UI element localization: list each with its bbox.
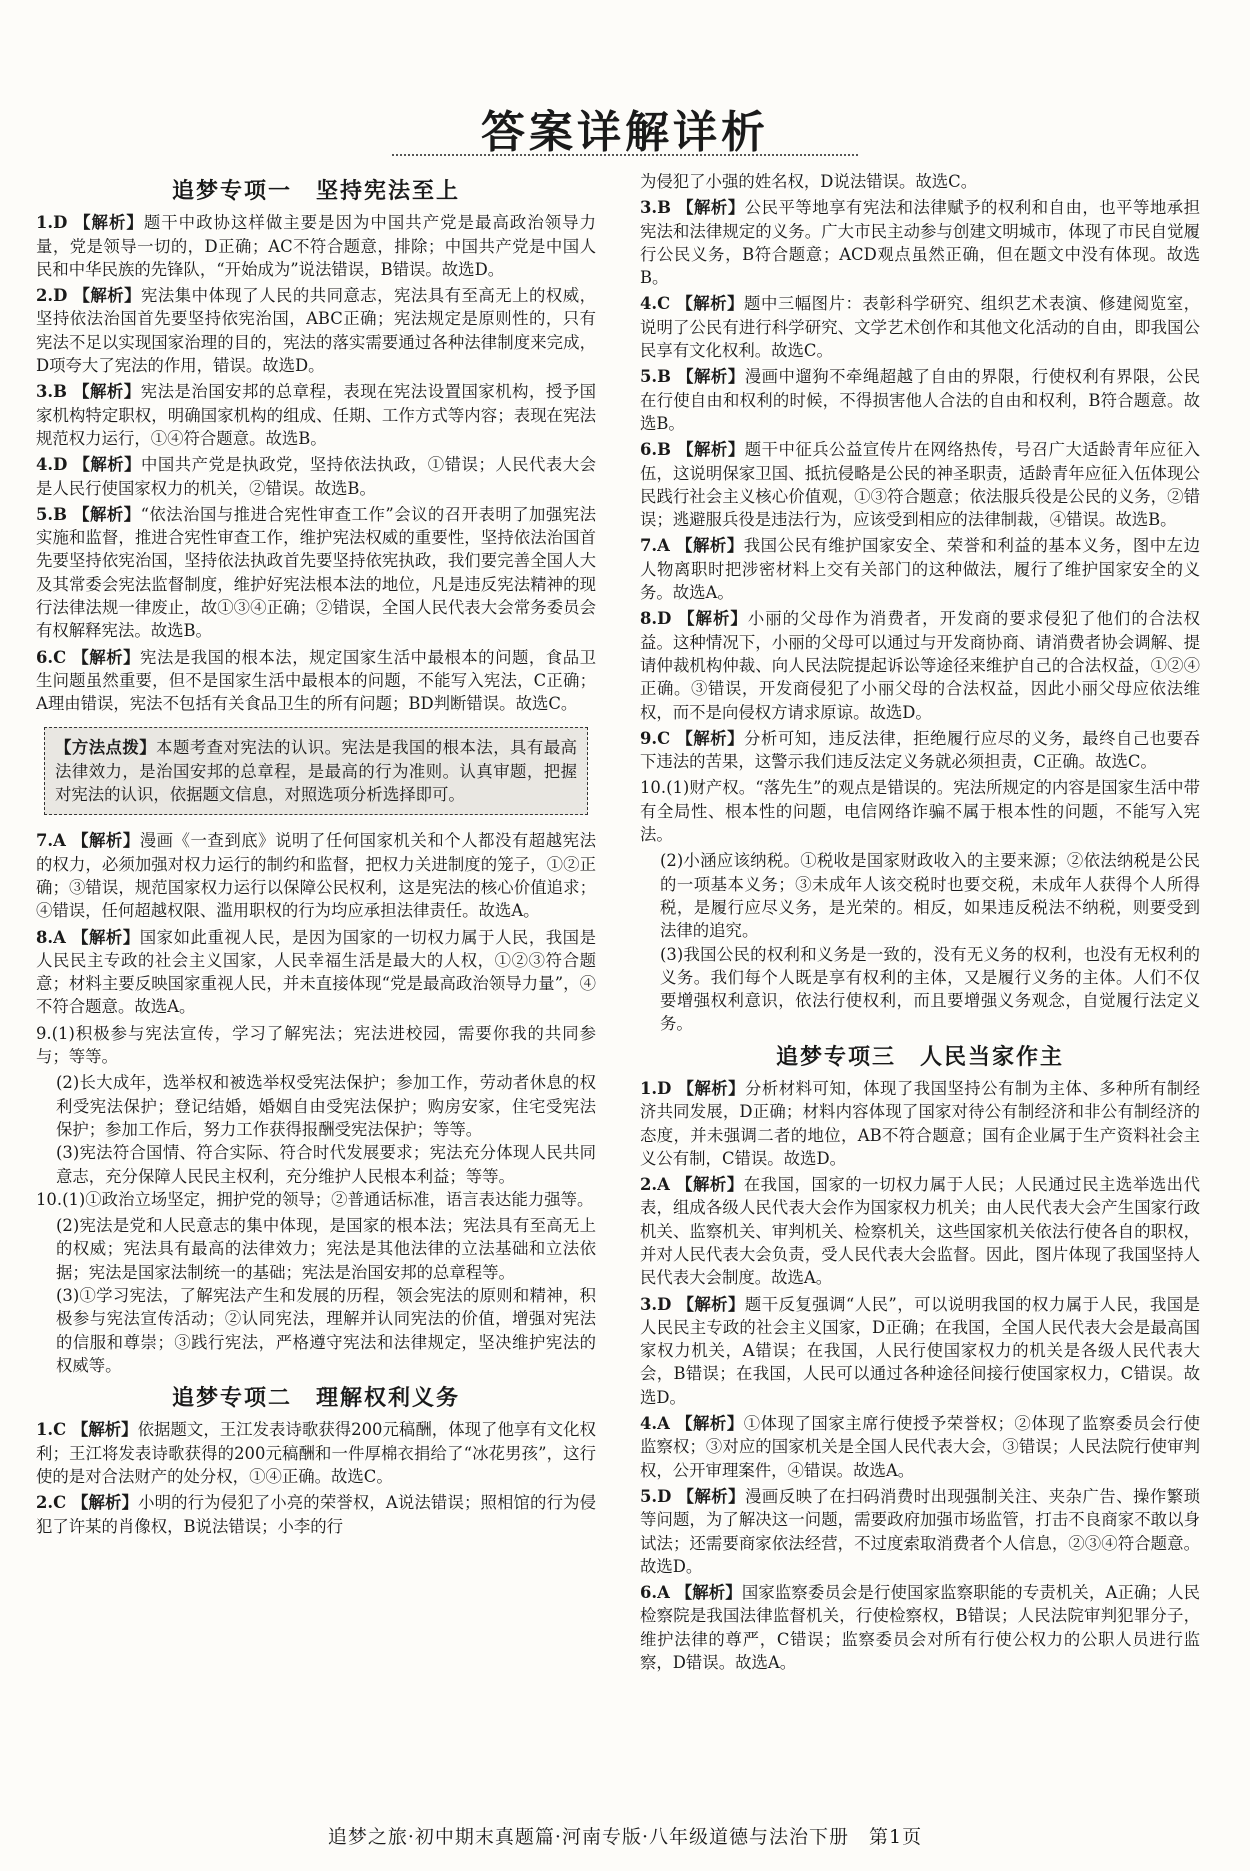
- answer-number: 8.A: [36, 927, 73, 947]
- analysis-text: 依据题文，王江发表诗歌获得200元稿酬，体现了他享有文化权利；王江将发表诗歌获得的200元稿酬和一件厚棉衣捐给了“冰花男孩”，这行使的是对合法财产的处分权，①④正确。故选C。: [36, 1420, 596, 1487]
- answer-item: [640, 727, 1200, 774]
- analysis-text: 漫画反映了在扫码消费时出现强制关注、夹杂广告、操作繁琐等问题，为了解决这一问题，需要政府加强市场监管，打击不良商家不敢以身试法；还需要商家依法经营，不过度索取消费者个人信息，②③④符合题意。故选D。: [640, 1486, 1201, 1576]
- answer-number: 4.D: [36, 455, 74, 475]
- analysis-text: 题干中征兵公益宣传片在网络热传，号召广大适龄青年应征入伍，这说明保家卫国、抵抗侵略是公民的神圣职责，适龄青年应征入伍体现公民践行社会主义核心价值观，①③符合题意；依法服兵役是公民的义务，②错误；逃避服兵役是违法行为，应该受到相应的法律制裁，④错误。故选B。: [640, 440, 1201, 530]
- page-footer: 追梦之旅·初中期末真题篇·河南专版·八年级道德与法治下册 第1页: [327, 1826, 923, 1848]
- analysis-tag: 【解析】: [676, 1414, 744, 1434]
- answer-item: [640, 1581, 1200, 1674]
- answer-number: 2.C: [36, 1493, 72, 1513]
- analysis-text: 分析材料可知，体现了我国坚持公有制为主体、多种所有制经济共同发展，D正确；材料内容体现了国家对待公有制经济和非公有制经济的态度，并未强调二者的地位，AB不符合题意；国有企业属于生产资料社会主义公有制，C错误。故选D。: [640, 1078, 1201, 1168]
- answer-item: [640, 365, 1200, 435]
- analysis-tag: 【解析】: [677, 440, 745, 460]
- answer-10-part-3: (3)我国公民的权利和义务是一致的，没有无义务的权利，也没有无权利的义务。我们每个人既是享有权利的主体，又是履行义务的主体。人们不仅要增强权利意识，依法行使权利，而且要增强义务观念，自觉履行法定义务。: [660, 944, 1200, 1034]
- answer-item: [36, 284, 596, 377]
- answer-number: 3.D: [640, 1294, 678, 1314]
- answer-item: [36, 1491, 596, 1538]
- answer-9-part-3: (3)宪法符合国情、符合实际、符合时代发展要求；宪法充分体现人民共同意志，充分保障人民民主权利，充分维护人民根本利益；等等。: [56, 1143, 596, 1186]
- analysis-tag: 【解析】: [676, 1175, 744, 1195]
- answer-item: [640, 1293, 1200, 1409]
- answer-number: 9.C: [640, 728, 677, 748]
- analysis-tag: 【解析】: [676, 294, 745, 314]
- answer-number: 7.A: [640, 536, 677, 556]
- answer-item: [36, 453, 596, 500]
- analysis-tag: 【解析】: [676, 536, 744, 556]
- analysis-tag: 【解析】: [73, 504, 141, 524]
- analysis-text: 题干中政协这样做主要是因为中国共产党是最高政治领导力量，党是领导一切的，D正确；AC不符合题意，排除；中国共产党是中国人民和中华民族的先锋队，“开始成为”说法错误，B错误。故选D。: [36, 213, 597, 279]
- answer-number: 6.C: [36, 647, 73, 667]
- answer-number: 1.D: [640, 1078, 678, 1098]
- answer-10-part-1: 10.(1)财产权。“落先生”的观点是错误的。宪法所规定的内容是国家生活中带有全局性、根本性的问题，电信网络诈骗不属于根本性的问题，不能写入宪法。: [640, 778, 1200, 845]
- page-title: 答案详解详析: [481, 107, 769, 158]
- analysis-text: 宪法是我国的根本法，规定国家生活中最根本的问题，食品卫生问题虽然重要，但不是国家生活中最根本的问题，不能写入宪法，C正确；A理由错误，宪法不包括有关食品卫生的所有问题；BD判断错误。故选C。: [36, 647, 597, 714]
- section-1-items-continued: [36, 829, 596, 1018]
- analysis-text: 宪法是治国安邦的总章程，表现在宪法设置国家机构，授予国家机构特定职权，明确国家机构的组成、任期、工作方式等内容；表现在宪法规范权力运行，①④符合题意。故选B。: [36, 382, 597, 448]
- analysis-text: 我国公民有维护国家安全、荣誉和利益的基本义务，图中左边人物离职时把涉密材料上交有关部门的这种做法，履行了维护国家安全的义务。故选A。: [640, 536, 1200, 603]
- answer-10-part-2: (2)宪法是党和人民意志的集中体现，是国家的根本法；宪法具有至高无上的权威；宪法具有最高的法律效力；宪法是其他法律的立法基础和立法依据；宪法是国家法制统一的基础；宪法是治国安邦的总章程等。: [56, 1216, 596, 1282]
- answer-item: [36, 829, 596, 922]
- analysis-tag: 【解析】: [72, 647, 141, 667]
- answer-item: [36, 926, 596, 1019]
- answer-number: 6.B: [640, 440, 678, 460]
- analysis-text: 中国共产党是执政党，坚持依法执政，①错误；人民代表大会是人民行使国家权力的机关，②错误。故选B。: [36, 455, 597, 498]
- answer-item: [36, 503, 596, 643]
- analysis-text: 小丽的父母作为消费者，开发商的要求侵犯了他们的合法权益。这种情况下，小丽的父母可以通过与开发商协商、请消费者协会调解、提请仲裁机构仲裁、向人民法院提起诉讼等途径来维护自己的合法权益，①②④正确。③错误，开发商侵犯了小丽父母的合法权益，因此小丽父母应依法维权，而不是向侵权方请求原谅。故选D。: [640, 609, 1201, 722]
- answer-item: [36, 211, 596, 281]
- analysis-tag: 【解析】: [675, 1583, 742, 1603]
- answer-10-part-3: (3)①学习宪法，了解宪法产生和发展的历程，领会宪法的原则和精神，积极参与宪法宣传活动；②认同宪法，理解并认同宪法的价值，增强对宪法的信服和尊崇；③践行宪法，严格遵守宪法和法律规定，坚决维护宪法的权威等。: [56, 1286, 596, 1375]
- analysis-tag: 【解析】: [677, 198, 745, 218]
- answer-item: [640, 292, 1200, 362]
- answer-number: 2.D: [36, 286, 74, 306]
- answer-10-part-2: (2)小涵应该纳税。①税收是国家财政收入的主要来源；②依法纳税是公民的一项基本义务；③未成年人该交税时也要交税，未成年人获得个人所得税，是履行应尽义务，是光荣的。相反，如果违反税法不纳税，则要受到法律的追究。: [660, 851, 1200, 941]
- answer-number: 7.A: [36, 831, 73, 851]
- analysis-tag: 【解析】: [72, 927, 140, 947]
- method-tip-box: [44, 727, 588, 815]
- analysis-tag: 【解析】: [73, 286, 141, 306]
- answer-number: 5.D: [640, 1486, 678, 1506]
- analysis-text: 漫画《一查到底》说明了任何国家机关和个人都没有超越宪法的权力，必须加强对权力运行的制约和监督，把权力关进制度的笼子，①②正确；③错误，规范国家权力运行以保障公民权利，这是宪法的核心价值追求；④错误，任何超越权限、滥用职权的行为均应承担法律责任。故选A。: [36, 831, 596, 921]
- analysis-tag: 【解析】: [73, 455, 141, 475]
- answer-item: [36, 380, 596, 450]
- answer-number: 1.C: [36, 1420, 72, 1440]
- analysis-tag: 【解析】: [73, 382, 141, 402]
- answer-10: [36, 1188, 596, 1377]
- section-1-items: [36, 211, 596, 715]
- analysis-text: 小明的行为侵犯了小亮的荣誉权，A说法错误；照相馆的行为侵犯了许某的肖像权，B说法错误；小李的行: [36, 1493, 596, 1536]
- analysis-text: 国家监察委员会是行使国家监察职能的专责机关，A正确；人民检察院是我国法律监督机关，行使检察权，B错误；人民法院审判犯罪分子，维护法律的尊严，C错误；监察委员会对所有行使公权力的公职人员进行监察，D错误。故选A。: [640, 1583, 1200, 1673]
- analysis-tag: 【解析】: [72, 1493, 139, 1513]
- analysis-tag: 【解析】: [71, 1420, 138, 1440]
- title-divider: [392, 154, 858, 156]
- answer-number: 5.B: [36, 504, 74, 524]
- answer-9: [36, 1022, 596, 1188]
- analysis-text: 漫画中遛狗不牵绳超越了自由的界限，行使权利有界限，公民在行使自由和权利的时候，不得损害他人合法的自由和权利，B符合题意。故选B。: [640, 367, 1201, 433]
- analysis-text: 国家如此重视人民，是因为国家的一切权力属于人民，我国是人民民主专政的社会主义国家，人民幸福生活是最大的人权，①②③符合题意；材料主要反映国家重视人民，并未直接体现“党是最高政治领导力量”，④不符合题意。故选A。: [36, 927, 596, 1017]
- section-2-items-continued: [640, 196, 1200, 773]
- tip-text: 本题考查对宪法的认识。宪法是我国的根本法，具有最高法律效力，是治国安邦的总章程，是最高的行为准则。认真审题，把握对宪法的认识，依据题文信息，对照选项分析选择即可。: [55, 738, 578, 805]
- answer-item: [640, 1412, 1200, 1482]
- answer-number: 5.B: [640, 367, 678, 387]
- answer-9-part-2: (2)长大成年，选举权和被选举权受宪法保护；参加工作，劳动者休息的权利受宪法保护；登记结婚，婚姻自由受宪法保护；购房安家，住宅受宪法保护；参加工作后，努力工作获得报酬受宪法保护；等等。: [56, 1073, 596, 1139]
- analysis-text: 在我国，国家的一切权力属于人民；人民通过民主选举选出代表，组成各级人民代表大会作为国家权力机关；由人民代表大会产生国家行政机关、监察机关、审判机关、检察机关，这些国家机关依法行使各自的职权，并对人民代表大会负责，受人民代表大会监督。因此，图片体现了我国坚持人民代表大会制度。故选A。: [640, 1175, 1200, 1288]
- continued-text: 为侵犯了小强的姓名权，D说法错误。故选C。: [640, 172, 978, 191]
- answer-number: 2.A: [640, 1175, 677, 1195]
- answer-item: [640, 607, 1200, 723]
- analysis-tag: 【解析】: [677, 1294, 745, 1314]
- section-title-1: 追梦专项一 坚持宪法至上: [171, 178, 460, 204]
- answer-item: [36, 646, 596, 716]
- tip-tag: 【方法点拨】: [55, 738, 157, 758]
- answer-item: [640, 534, 1200, 604]
- answer-number: 4.C: [640, 294, 677, 314]
- answer-number: 1.D: [36, 213, 75, 233]
- answer-9-part-1: 9.(1)积极参与宪法宣传，学习了解宪法；宪法进校园，需要你我的共同参与；等等。: [36, 1023, 596, 1067]
- answer-number: 8.D: [640, 609, 679, 629]
- answer-item: [640, 1173, 1200, 1289]
- analysis-tag: 【解析】: [677, 367, 745, 387]
- answer-number: 3.B: [36, 382, 74, 402]
- answer-number: 4.A: [640, 1414, 677, 1434]
- answer-item: [640, 438, 1200, 531]
- analysis-text: “依法治国与推进合宪性审查工作”会议的召开表明了加强宪法实施和监督，推进合宪性审查工作，维护宪法权威的重要性，坚持依法治国首先要坚持依宪治国，坚持依法执政首先要坚持依宪执政，我们要完善全国人大及其常委会宪法监督制度，维护好宪法根本法的地位，凡是违反宪法精神的现行法律法规一律废止，故①③④正确；②错误，全国人民代表大会常务委员会有权解释宪法。故选B。: [36, 504, 597, 641]
- section-2-items: [36, 1418, 596, 1537]
- analysis-tag: 【解析】: [676, 728, 745, 748]
- right-column: [640, 170, 1200, 1677]
- section-title-2: 追梦专项二 理解权利义务: [171, 1385, 460, 1412]
- analysis-text: 分析可知，违反法律，拒绝履行应尽的义务，最终自己也要吞下违法的苦果，这警示我们违反法定义务就必须担责，C正确。故选C。: [640, 728, 1201, 772]
- analysis-text: 公民平等地享有宪法和法律赋予的权利和自由，也平等地承担宪法和法律规定的义务。广大市民主动参与创建文明城市，体现了市民自觉履行公民义务，B符合题意；ACD观点虽然正确，但在题文中没有体现。故选B。: [640, 198, 1201, 288]
- analysis-tag: 【解析】: [74, 213, 144, 233]
- analysis-tag: 【解析】: [678, 609, 748, 629]
- answer-item: [640, 196, 1200, 289]
- answer-item: [36, 1418, 596, 1488]
- section-title-3: 追梦专项三 人民当家作主: [775, 1043, 1064, 1070]
- analysis-tag: 【解析】: [677, 1486, 745, 1506]
- answer-number: 6.A: [640, 1583, 676, 1603]
- section-3-items: [640, 1077, 1200, 1674]
- answer-number: 3.B: [640, 198, 678, 218]
- analysis-text: 题中三幅图片：表彰科学研究、组织艺术表演、修建阅览室，说明了公民有进行科学研究、文学艺术创作和其他文化活动的自由，即我国公民享有文化权利。故选C。: [640, 294, 1201, 361]
- answer-10-part-1: 10.(1)①政治立场坚定，拥护党的领导；②普通话标准，语言表达能力强等。: [36, 1189, 594, 1209]
- analysis-text: ①体现了国家主席行使授予荣誉权；②体现了监察委员会行使监察权；③对应的国家机关是全国人民代表大会，③错误；人民法院行使审判权，公开审理案件，④错误。故选A。: [640, 1414, 1200, 1480]
- analysis-text: 题干反复强调“人民”，可以说明我国的权力属于人民，我国是人民民主专政的社会主义国家，D正确；在我国，全国人民代表大会是最高国家权力机关，A错误；在我国，人民行使国家权力的机关是各级人民代表大会，B错误；在我国，人民可以通过各种途径间接行使国家权力，C错误。故选D。: [640, 1294, 1200, 1407]
- answer-item: [640, 1485, 1200, 1578]
- answer-10-section-2: [640, 776, 1200, 1035]
- answer-item: [640, 1077, 1200, 1170]
- analysis-text: 宪法集中体现了人民的共同意志，宪法具有至高无上的权威，坚持依法治国首先要坚持依宪治国，ABC正确；宪法规定是原则性的，只有宪法不足以实现国家治理的目的，宪法的落实需要通过各种法律制度来完成，D项夸大了宪法的作用，错误。故选D。: [36, 286, 597, 376]
- analysis-tag: 【解析】: [677, 1078, 745, 1098]
- left-column: [36, 170, 596, 1541]
- analysis-tag: 【解析】: [72, 831, 140, 851]
